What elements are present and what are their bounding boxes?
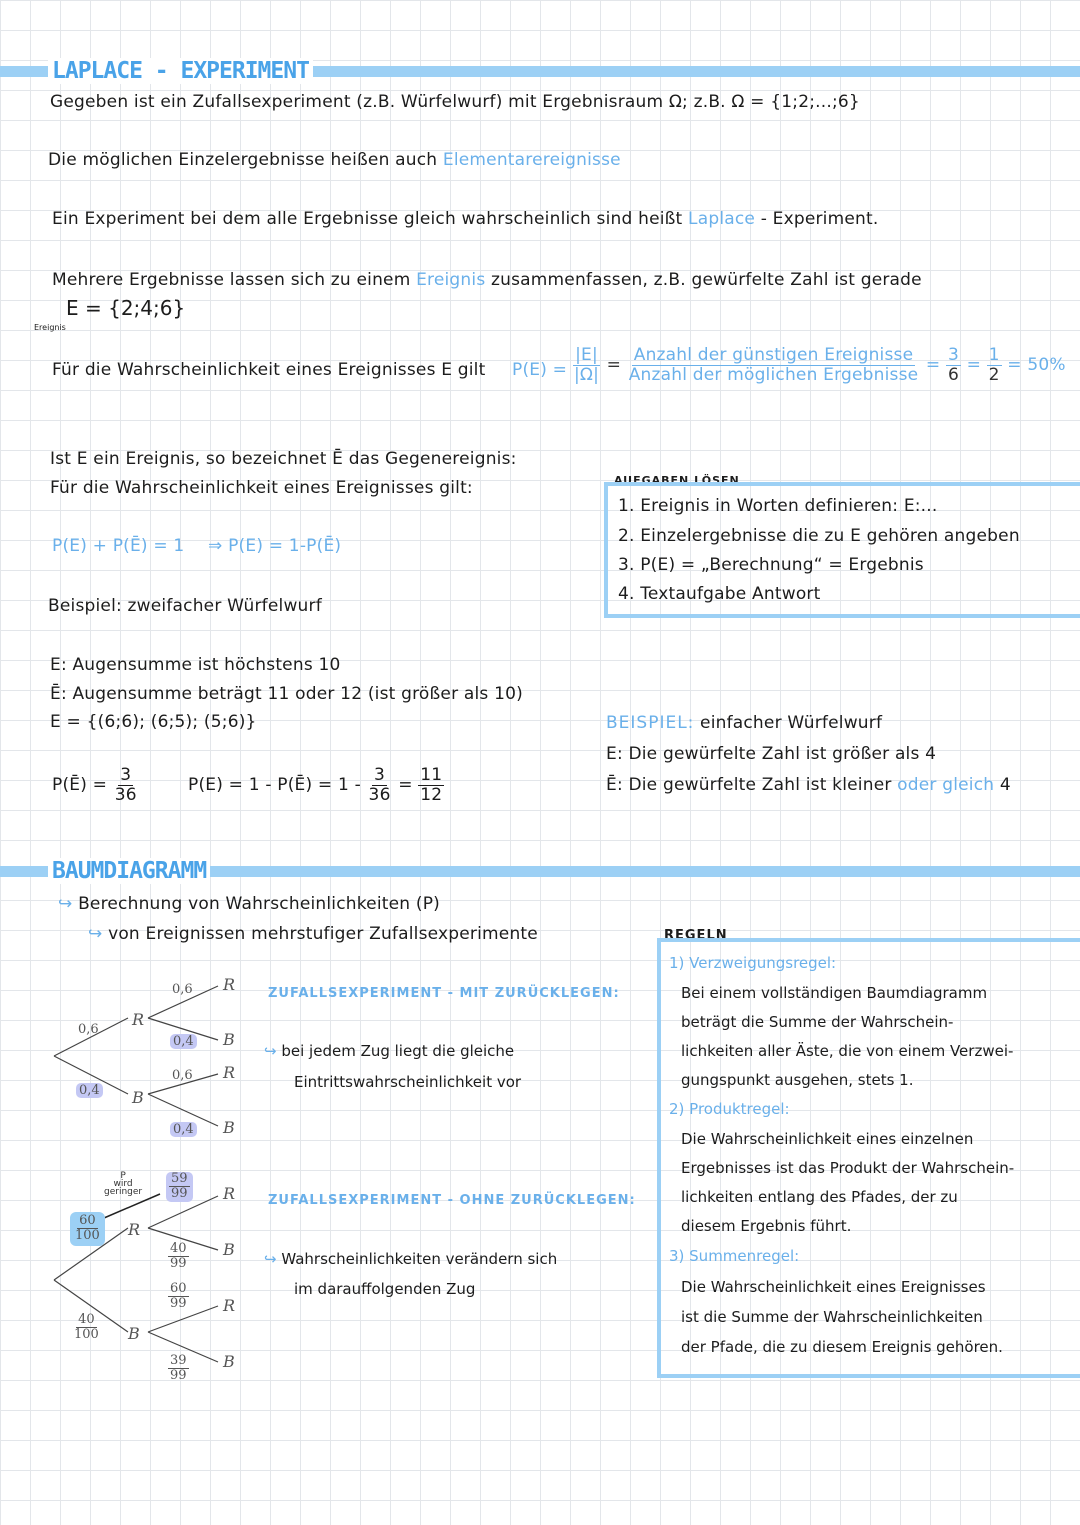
rule-line: beträgt die Summe der Wahrschein-	[681, 1013, 954, 1031]
arrow-icon: ↪	[264, 1250, 277, 1268]
arrow-icon: ↪	[88, 924, 103, 944]
formula-part: P(E) + P(Ē) = 1	[52, 536, 185, 556]
branch-prob	[72, 1313, 101, 1343]
formula-gegen	[52, 536, 341, 556]
aufgaben-item: 1. Ereignis in Worten definieren: E:...	[618, 496, 938, 516]
frac-num: |E|	[575, 345, 598, 365]
text: Die möglichen Einzelergebnisse heißen auch	[48, 150, 438, 170]
frac-den: 99	[170, 1256, 187, 1272]
aufgaben-item: 4. Textaufgabe Antwort	[618, 584, 821, 604]
regeln-box	[657, 938, 1080, 1378]
note-ereignis: Ereignis	[34, 323, 66, 332]
frac-den: 99	[171, 1186, 188, 1202]
node-r: R	[128, 1220, 141, 1239]
rule-line: ist die Summe der Wahrscheinlichkeiten	[681, 1308, 983, 1326]
text-line	[52, 270, 922, 290]
node-r: R	[223, 1184, 236, 1203]
frac-den: |Ω|	[574, 364, 600, 385]
branch-prob	[70, 1212, 105, 1246]
arrow-icon: ↪	[58, 894, 73, 914]
text-line: Für die Wahrscheinlichkeit eines Ereignisses E gilt	[52, 360, 486, 380]
calc-part: P(E) = 1 - P(Ē) = 1 -	[188, 775, 361, 796]
node-b: B	[223, 1352, 235, 1371]
heading-baum: BAUMDIAGRAMM	[48, 858, 210, 884]
example-calc	[52, 766, 139, 804]
frac-den: 2	[988, 364, 1000, 385]
term-highlight: Ereignis	[416, 270, 486, 290]
ohne-text	[264, 1250, 557, 1268]
frac-num: 60	[170, 1281, 187, 1296]
frac-num: Anzahl der günstigen Ereignisse	[633, 345, 914, 365]
frac-den: Anzahl der möglichen Ergebnisse	[628, 364, 919, 385]
set-e: E = {2;4;6}	[66, 296, 186, 320]
mit-title: ZUFALLSEXPERIMENT - MIT ZURÜCKLEGEN:	[268, 986, 620, 1001]
tree-diagram-without-replacement	[40, 1180, 260, 1380]
aufgaben-box	[604, 482, 1080, 618]
text: 4	[999, 775, 1011, 795]
rule-line: Die Wahrscheinlichkeit eines einzelnen	[681, 1130, 974, 1148]
mit-text	[264, 1042, 514, 1060]
ohne-text: im darauffolgenden Zug	[294, 1280, 476, 1298]
frac-num: 60	[79, 1213, 96, 1228]
rule-line: lichkeiten aller Äste, die von einem Verzwei-	[681, 1042, 1014, 1060]
term-highlight: oder gleich	[897, 775, 995, 795]
rule-title: 3) Summenregel:	[669, 1247, 800, 1265]
term-highlight: Laplace	[688, 209, 756, 229]
percent-value: = 50%	[1007, 355, 1066, 376]
text-line	[48, 150, 621, 170]
rule-line: diesem Ergebnis führt.	[681, 1217, 852, 1235]
rule-line: Die Wahrscheinlichkeit eines Ereignisses	[681, 1278, 986, 1296]
node-r: R	[223, 975, 236, 994]
node-b: B	[223, 1030, 235, 1049]
branch-prob: 0,4	[76, 1083, 103, 1098]
note-text: geringer	[104, 1187, 143, 1197]
beispiel-line: E: Die gewürfelte Zahl ist größer als 4	[606, 744, 937, 764]
formula-part: ⇒ P(E) = 1-P(Ē)	[208, 536, 342, 556]
frac-den: 100	[74, 1327, 99, 1343]
sub-line	[58, 894, 440, 914]
calc-part: P(Ē) =	[52, 775, 108, 796]
text: Ē: Die gewürfelte Zahl ist kleiner	[606, 775, 892, 795]
node-b: B	[128, 1324, 140, 1343]
example-calc: P(E) = 1 - P(Ē) = 1 - $\frac{3}{36}$ = $\frac{11}{12}$	[188, 765, 443, 805]
aufgaben-item: 3. P(E) = „Berechnung“ = Ergebnis	[618, 555, 924, 575]
node-b: B	[132, 1088, 144, 1107]
note-text: wird	[113, 1179, 133, 1189]
frac-num: 40	[78, 1312, 95, 1327]
node-r: R	[223, 1296, 236, 1315]
branch-prob	[168, 1242, 189, 1272]
formula-fraction: $\frac{|E|}{|\Omega|}$ = $\frac{\text{Anzahl der günstigen Ereignisse}}{\text{Anzahl der möglichen Ergebnisse}}$ = $\frac{3}{6}$ = $\frac{1}{2}$ = 50%	[574, 345, 1066, 385]
node-b: B	[223, 1240, 235, 1259]
beispiel-line	[606, 775, 1011, 795]
branch-prob	[166, 1172, 193, 1202]
example-line: Ē: Augensumme beträgt 11 oder 12 (ist größer als 10)	[50, 684, 523, 704]
frac-den: 99	[170, 1368, 187, 1384]
example-title: Beispiel: zweifacher Würfelwurf	[48, 596, 322, 616]
branch-prob: 0,4	[170, 1122, 197, 1137]
node-r: R	[132, 1010, 145, 1029]
rule-line: lichkeiten entlang des Pfades, der zu	[681, 1188, 958, 1206]
ohne-title: ZUFALLSEXPERIMENT - OHNE ZURÜCKLEGEN:	[268, 1193, 636, 1208]
branch-prob: 0,6	[78, 1022, 99, 1037]
frac-num: 40	[170, 1241, 187, 1256]
text: Berechnung von Wahrscheinlichkeiten (P)	[78, 894, 440, 914]
arrow-icon: ↪	[264, 1042, 277, 1060]
frac-num: 3	[947, 345, 959, 365]
sub-line	[88, 924, 538, 944]
text: Mehrere Ergebnisse lassen sich zu einem	[52, 270, 411, 290]
branch-prob	[168, 1282, 189, 1312]
text-line	[52, 209, 878, 229]
formula-pe: P(E) =	[512, 360, 568, 380]
rule-title: 1) Verzweigungsregel:	[669, 954, 837, 972]
heading-laplace: LAPLACE - EXPERIMENT	[48, 58, 313, 84]
mit-text: Eintrittswahrscheinlichkeit vor	[294, 1073, 522, 1091]
rule-title: 2) Produktregel:	[669, 1100, 790, 1118]
text: Wahrscheinlichkeiten verändern sich	[281, 1250, 558, 1268]
frac-num: 11	[420, 765, 443, 785]
text: von Ereignissen mehrstufiger Zufallsexperimente	[108, 924, 538, 944]
text: zusammenfassen, z.B. gewürfelte Zahl ist gerade	[491, 270, 922, 290]
frac-den: 36	[368, 784, 391, 805]
node-b: B	[223, 1118, 235, 1137]
beispiel-label: BEISPIEL:	[606, 713, 695, 733]
aufgaben-item: 2. Einzelergebnisse die zu E gehören angeben	[618, 526, 1020, 546]
rule-line: der Pfade, die zu diesem Ereignis gehören.	[681, 1338, 1003, 1356]
term-highlight: Elementarereignisse	[442, 150, 621, 170]
node-r: R	[223, 1063, 236, 1082]
text-line: Ist E ein Ereignis, so bezeichnet Ē das Gegenereignis:	[50, 449, 517, 469]
frac-num: 39	[170, 1353, 187, 1368]
frac-den: 100	[75, 1228, 100, 1244]
frac-num: 1	[988, 345, 1000, 365]
example-line: E = {(6;6); (6;5); (5;6)}	[50, 712, 257, 732]
aufgaben-title: AUFGABEN LÖSEN	[614, 474, 740, 487]
regeln-title: REGELN	[664, 928, 728, 943]
frac-den: 99	[170, 1296, 187, 1312]
text: bei jedem Zug liegt die gleiche	[281, 1042, 515, 1060]
branch-prob: 0,6	[172, 1068, 193, 1083]
frac-den: 12	[420, 784, 443, 805]
frac-num: 3	[120, 765, 132, 785]
example-line: E: Augensumme ist höchstens 10	[50, 655, 341, 675]
branch-prob: 0,6	[172, 982, 193, 997]
text: Ein Experiment bei dem alle Ergebnisse gleich wahrscheinlich sind heißt	[52, 209, 683, 229]
text-line: Gegeben ist ein Zufallsexperiment (z.B. Würfelwurf) mit Ergebnisraum Ω; z.B. Ω = {1;2;...;6}	[50, 92, 860, 112]
frac-den: 36	[114, 784, 137, 805]
rule-line: Ergebnisses ist das Produkt der Wahrschein-	[681, 1159, 1015, 1177]
frac-den: 6	[947, 364, 959, 385]
branch-prob: 0,4	[170, 1034, 197, 1049]
rule-line: gungspunkt ausgehen, stets 1.	[681, 1071, 914, 1089]
text-line: Für die Wahrscheinlichkeit eines Ereignisses gilt:	[50, 478, 473, 498]
text: - Experiment.	[760, 209, 879, 229]
frac-num: 3	[374, 765, 386, 785]
note-text: P	[120, 1171, 126, 1181]
rule-line: Bei einem vollständigen Baumdiagramm	[681, 984, 988, 1002]
branch-prob	[168, 1354, 189, 1384]
text: einfacher Würfelwurf	[700, 713, 883, 733]
beispiel-title	[606, 713, 882, 733]
frac-num: 59	[171, 1171, 188, 1186]
note-p-wird-geringer	[104, 1172, 142, 1196]
